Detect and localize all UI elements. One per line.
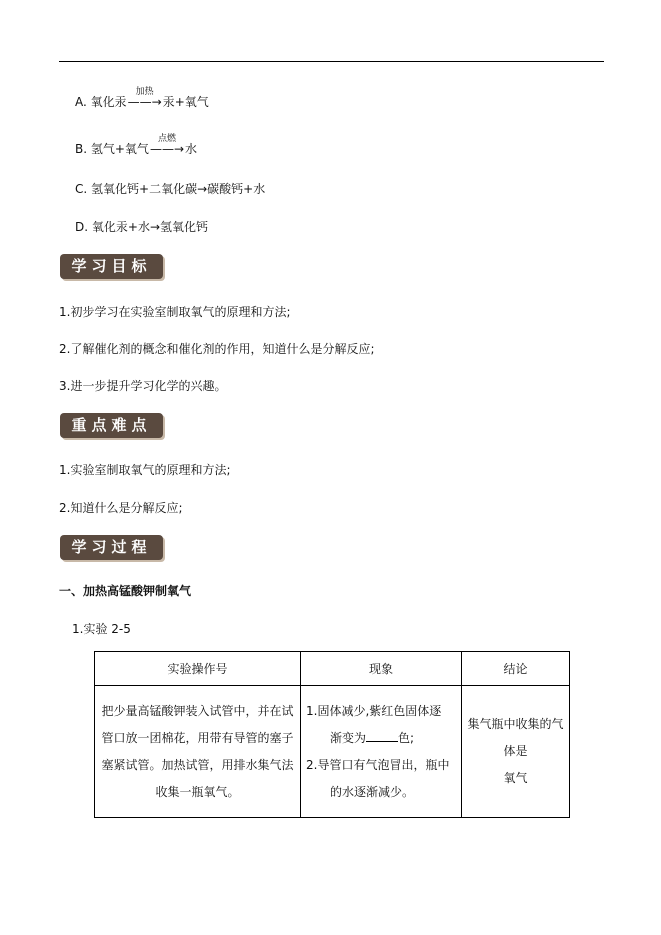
experiment-label: 1.实验 2-5 [72, 622, 131, 636]
header-conclusion: 结论 [462, 652, 570, 686]
section-badge-objectives: 学习目标 [60, 254, 163, 279]
objective-item-1: 1.初步学习在实验室制取氧气的原理和方法; [59, 305, 291, 319]
operation-line-1: 把少量高锰酸钾装入试管中，并在试 [101, 703, 294, 718]
cell-conclusion [462, 686, 570, 818]
option-d-text: 氧化汞+水→氢氧化钙 [91, 220, 209, 234]
answer-blank[interactable] [366, 728, 398, 742]
conclusion-line-1: 集气瓶中收集的气体是 [467, 717, 564, 758]
option-b-reactant: 氢气+氧气 [90, 142, 149, 156]
table-header-row [95, 652, 570, 686]
option-b-product: 水 [185, 142, 198, 156]
conclusion-line-2: 氧气 [503, 771, 528, 785]
table-row [95, 686, 570, 818]
objective-item-3: 3.进一步提升学习化学的兴趣。 [59, 379, 227, 393]
option-a-condition: 加热 [135, 87, 154, 97]
option-c [75, 180, 265, 197]
phenomenon-1a: 1.固体减少,紫红色固体逐 [306, 703, 442, 718]
option-d [75, 218, 208, 235]
phenomenon-2a: 2.导管口有气泡冒出，瓶中 [306, 757, 450, 772]
option-c-text: 氢氧化钙+二氧化碳→碳酸钙+水 [91, 182, 266, 196]
phenomenon-1b [306, 725, 456, 752]
arrow-icon: ——→ [127, 95, 162, 109]
cell-operation [95, 686, 301, 818]
operation-line-3: 塞紧试管。加热试管，用排水集气法 [101, 757, 294, 772]
section-badge-process: 学习过程 [60, 535, 163, 560]
option-a-product: 汞+氧气 [162, 95, 209, 109]
option-b [75, 134, 198, 157]
option-c-label: C. [75, 182, 88, 196]
option-a-label: A. [75, 95, 87, 109]
operation-line-2: 管口放一团棉花，用带有导管的塞子 [101, 730, 294, 745]
header-rule [59, 61, 604, 62]
section-badge-keypoints: 重点难点 [60, 413, 163, 438]
option-d-label: D. [75, 220, 89, 234]
operation-line-4: 收集一瓶氧气。 [155, 784, 240, 799]
option-a-reaction-arrow [127, 87, 162, 109]
header-operation: 实验操作号 [95, 652, 301, 686]
phenomenon-1b-pre: 渐变为 [330, 730, 367, 745]
experiment-table [94, 651, 570, 818]
option-b-label: B. [75, 142, 88, 156]
objective-item-2: 2.了解催化剂的概念和催化剂的作用，知道什么是分解反应; [59, 342, 375, 356]
keypoint-item-2: 2.知道什么是分解反应; [59, 501, 183, 515]
phenomenon-1b-post: 色; [398, 730, 415, 745]
process-heading: 一、加热高锰酸钾制氧气 [59, 584, 192, 598]
phenomenon-2b: 的水逐渐减少。 [330, 784, 415, 799]
header-phenomenon: 现象 [301, 652, 462, 686]
option-a-reactant: 氧化汞 [90, 95, 127, 109]
option-b-reaction-arrow [149, 134, 184, 156]
keypoint-item-1: 1.实验室制取氧气的原理和方法; [59, 463, 231, 477]
option-b-condition: 点燃 [157, 134, 176, 144]
option-a [75, 87, 209, 110]
cell-phenomenon [301, 686, 462, 818]
arrow-icon: ——→ [149, 142, 184, 156]
